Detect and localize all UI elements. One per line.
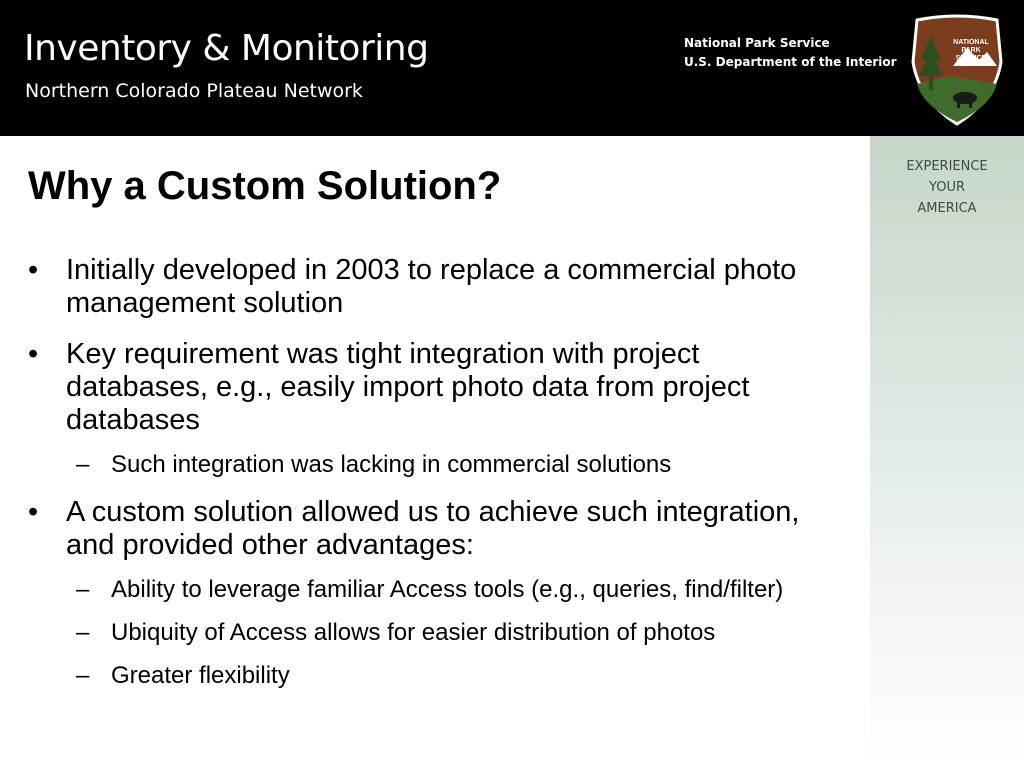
sub-bullet-list <box>66 576 848 689</box>
bullet-item <box>28 254 848 320</box>
tagline-line-2: YOUR <box>928 180 965 195</box>
logo-text-service: SERVICE <box>955 55 987 62</box>
sub-bullet-marker: – <box>76 576 90 603</box>
program-title: Inventory & Monitoring <box>24 28 429 69</box>
bullet-text: Initially developed in 2003 to replace a commercial photo management solution <box>66 254 797 319</box>
bullet-text: A custom solution allowed us to achieve such integration, and provided other advantages: <box>66 496 800 561</box>
sub-bullet-item <box>66 451 848 478</box>
sub-bullet-text: Such integration was lacking in commercial solutions <box>111 451 672 478</box>
sub-bullet-text: Greater flexibility <box>111 662 290 689</box>
tagline <box>870 156 1024 219</box>
sub-bullet-list <box>66 451 848 478</box>
header-banner <box>0 0 1024 136</box>
sub-bullet-item <box>66 619 848 646</box>
nps-arrowhead-logo <box>911 14 1003 128</box>
tagline-line-3: AMERICA <box>917 201 977 216</box>
sub-bullet-text: Ubiquity of Access allows for easier distribution of photos <box>111 619 716 646</box>
sub-bullet-marker: – <box>76 451 90 478</box>
agency-line-doi: U.S. Department of the Interior <box>684 55 897 69</box>
slide-title: Why a Custom Solution? <box>28 164 502 208</box>
bullet-text: Key requirement was tight integration with project databases, e.g., easily import photo data from project databases <box>66 338 750 436</box>
agency-line-nps: National Park Service <box>684 36 830 50</box>
bullet-item <box>28 338 848 478</box>
bullet-marker: • <box>28 496 39 528</box>
bullet-marker: • <box>28 254 39 286</box>
bullet-list <box>28 254 848 707</box>
agency-name <box>684 34 897 72</box>
bullet-item <box>28 496 848 689</box>
sub-bullet-item <box>66 662 848 689</box>
tagline-line-1: EXPERIENCE <box>906 159 988 174</box>
sub-bullet-marker: – <box>76 619 90 646</box>
sub-bullet-marker: – <box>76 662 90 689</box>
sub-bullet-item <box>66 576 848 603</box>
logo-text-park: PARK <box>961 47 981 54</box>
sidebar-panel <box>870 136 1024 768</box>
sub-bullet-text: Ability to leverage familiar Access tools (e.g., queries, find/filter) <box>111 576 784 603</box>
bullet-marker: • <box>28 338 39 370</box>
logo-text-national: NATIONAL <box>953 39 989 46</box>
network-name: Northern Colorado Plateau Network <box>25 80 363 102</box>
